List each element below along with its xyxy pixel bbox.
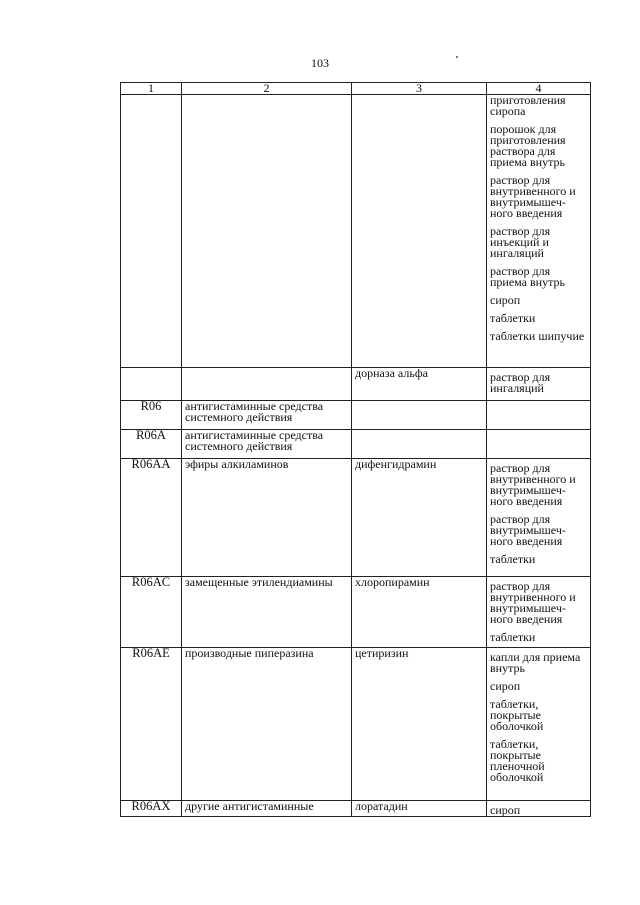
- group-name-cell: производные пиперазина: [182, 648, 352, 801]
- dosage-forms-cell: [487, 459, 591, 577]
- dosage-form-item: раствор для внутривенного и внутримышеч-ного введения: [490, 579, 576, 626]
- dosage-form-item: раствор для внутривенного и внутримышеч-ного введения: [490, 461, 576, 508]
- dosage-form-item: таблетки, покрытые оболочкой: [490, 697, 544, 733]
- substance-cell: [352, 95, 487, 368]
- substance-cell: цетиризин: [352, 648, 487, 801]
- header-col-4: 4: [487, 83, 591, 95]
- group-name-cell: [182, 368, 352, 401]
- substance-cell: хлоропирамин: [352, 577, 487, 648]
- dosage-form-item: приготовления сиропа: [490, 93, 566, 118]
- atc-code-cell: R06A: [121, 430, 182, 459]
- table-row: [121, 577, 591, 648]
- dosage-form-item: раствор для приема внутрь: [490, 264, 565, 289]
- dosage-form-item: раствор для внутримышеч-ного введения: [490, 512, 566, 548]
- group-name-cell: замещенные этилендиамины: [182, 577, 352, 648]
- dosage-forms-cell: [487, 368, 591, 401]
- atc-code-cell: [121, 368, 182, 401]
- dosage-form-item: сироп: [490, 293, 521, 307]
- dosage-form-item: сироп: [490, 803, 521, 817]
- dosage-form-item: раствор для внутривенного и внутримышеч-ного введения: [490, 173, 576, 220]
- substance-cell: дифенгидрамин: [352, 459, 487, 577]
- header-col-3: 3: [352, 83, 487, 95]
- header-col-1: 1: [121, 83, 182, 95]
- dosage-form-item: раствор для инъекций и ингаляций: [490, 224, 551, 260]
- substance-cell: [352, 430, 487, 459]
- atc-code-cell: R06AC: [121, 577, 182, 648]
- scan-speck: [456, 56, 458, 58]
- dosage-form-item: раствор для ингаляций: [490, 370, 551, 395]
- dosage-forms-cell: [487, 430, 591, 459]
- substance-cell: дорназа альфа: [352, 368, 487, 401]
- substance-cell: [352, 401, 487, 430]
- dosage-form-item: таблетки, покрытые пленочной оболочкой: [490, 737, 545, 784]
- group-name-cell: эфиры алкиламинов: [182, 459, 352, 577]
- dosage-form-item: капли для приема внутрь: [490, 650, 581, 675]
- table-row: [121, 95, 591, 368]
- atc-code-cell: R06AX: [121, 801, 182, 817]
- atc-code-cell: R06: [121, 401, 182, 430]
- group-name-cell: антигистаминные средства системного действия: [182, 401, 352, 430]
- table-row: [121, 801, 591, 817]
- table-row: [121, 459, 591, 577]
- dosage-forms-cell: [487, 95, 591, 368]
- dosage-forms-cell: [487, 577, 591, 648]
- drug-classification-table: [120, 82, 591, 817]
- atc-code-cell: R06AA: [121, 459, 182, 577]
- header-col-2: 2: [182, 83, 352, 95]
- dosage-forms-cell: [487, 801, 591, 817]
- group-name-cell: [182, 95, 352, 368]
- table-row: [121, 430, 591, 459]
- table-row: [121, 401, 591, 430]
- dosage-form-item: таблетки: [490, 552, 536, 566]
- dosage-forms-cell: [487, 401, 591, 430]
- dosage-form-item: сироп: [490, 679, 521, 693]
- table-row: [121, 648, 591, 801]
- atc-code-cell: [121, 95, 182, 368]
- table-body: [121, 95, 591, 817]
- group-name-cell: другие антигистаминные: [182, 801, 352, 817]
- atc-code-cell: R06AE: [121, 648, 182, 801]
- dosage-form-item: таблетки: [490, 630, 536, 644]
- dosage-form-item: таблетки шипучие: [490, 329, 585, 343]
- dosage-forms-cell: [487, 648, 591, 801]
- table-row: [121, 368, 591, 401]
- dosage-form-item: порошок для приготовления раствора для приема внутрь: [490, 122, 566, 169]
- page-number: 103: [311, 56, 329, 70]
- substance-cell: лоратадин: [352, 801, 487, 817]
- dosage-form-item: таблетки: [490, 311, 536, 325]
- group-name-cell: антигистаминные средства системного действия: [182, 430, 352, 459]
